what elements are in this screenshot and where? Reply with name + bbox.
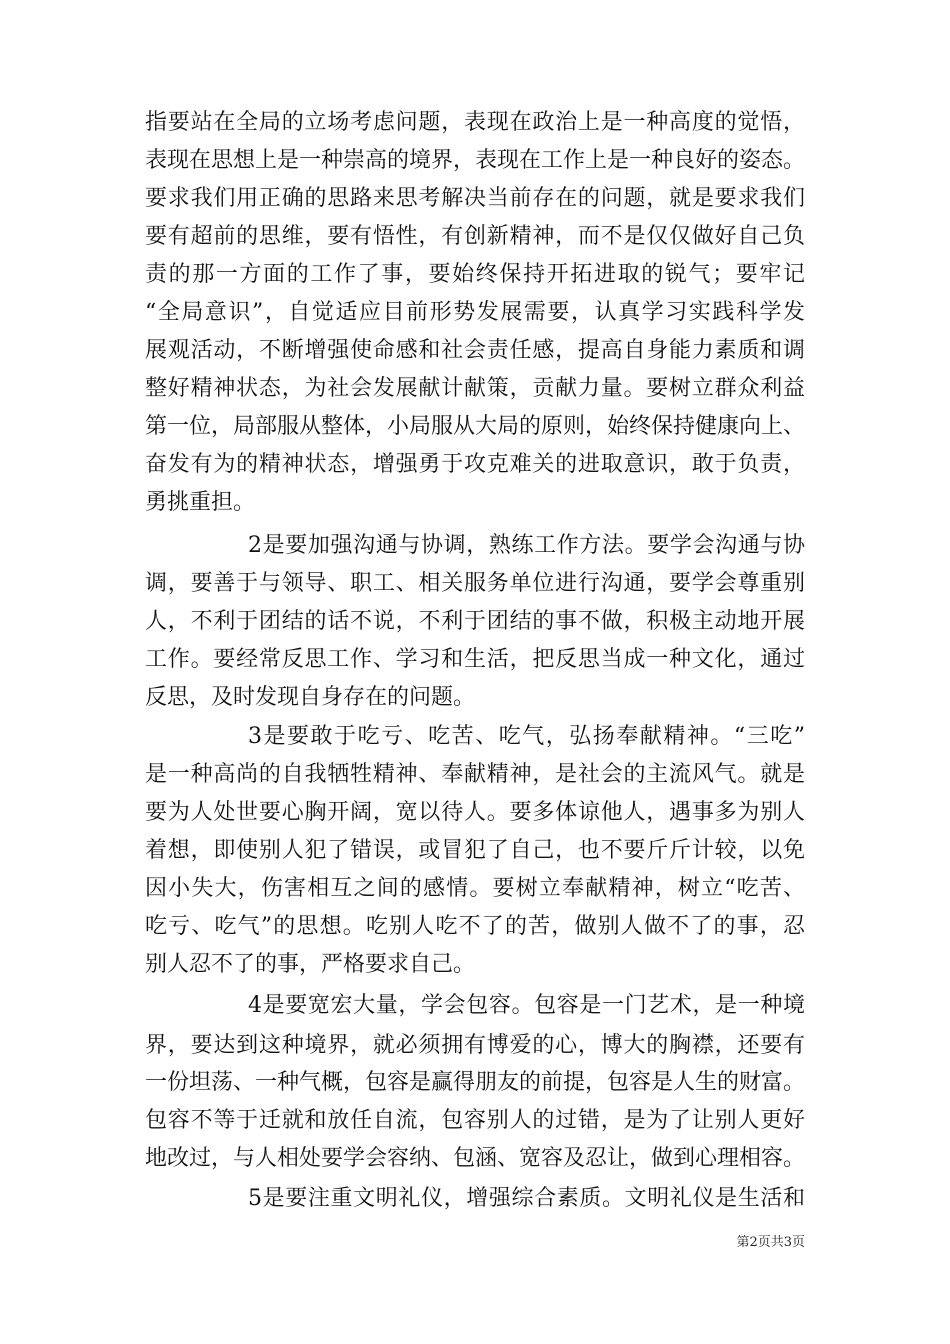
paragraph-start-line: 3是要敢于吃亏、吃苦、吃气，弘扬奉献精神。“三吃” xyxy=(248,724,805,749)
page-number-footer: 第2页共3页 xyxy=(736,1235,805,1250)
text-line: 要有超前的思维，要有悟性，有创新精神，而不是仅仅做好自己负 xyxy=(145,224,805,249)
text-line: 调，要善于与领导、职工、相关服务单位进行沟通，要学会尊重别 xyxy=(145,571,805,596)
text-line: 吃亏、吃气”的思想。吃别人吃不了的苦，做别人做不了的事，忍 xyxy=(145,914,805,939)
text-line: 第一位，局部服从整体，小局服从大局的原则，始终保持健康向上、 xyxy=(145,414,805,439)
text-line: 因小失大，伤害相互之间的感情。要树立奉献精神，树立“吃苦、 xyxy=(145,876,805,901)
text-line: 是一种高尚的自我牺牲精神、奉献精神，是社会的主流风气。就是 xyxy=(145,762,805,787)
text-line: 奋发有为的精神状态，增强勇于攻克难关的进取意识，敢于负责， xyxy=(145,452,805,477)
text-line: 着想，即使别人犯了错误，或冒犯了自己，也不要斤斤计较，以免 xyxy=(145,838,805,863)
paragraph-start-line: 4是要宽宏大量，学会包容。包容是一门艺术，是一种境 xyxy=(248,993,805,1018)
text-line: 界，要达到这种境界，就必须拥有博爱的心，博大的胸襟，还要有 xyxy=(145,1033,805,1058)
text-line: 包容不等于迁就和放任自流，包容别人的过错，是为了让别人更好 xyxy=(145,1108,805,1133)
text-line: 要求我们用正确的思路来思考解决当前存在的问题，就是要求我们 xyxy=(145,186,805,211)
text-line: 人，不利于团结的话不说，不利于团结的事不做，积极主动地开展 xyxy=(145,609,805,634)
text-line: 责的那一方面的工作了事，要始终保持开拓进取的锐气；要牢记 xyxy=(145,262,805,287)
text-line: 表现在思想上是一种崇高的境界，表现在工作上是一种良好的姿态。 xyxy=(145,148,805,173)
text-line: 工作。要经常反思工作、学习和生活，把反思当成一种文化，通过 xyxy=(145,647,805,672)
text-line: 勇挑重担。 xyxy=(145,490,256,515)
text-line: 展观活动，不断增强使命感和社会责任感，提高自身能力素质和调 xyxy=(145,338,805,363)
text-line: 要为人处世要心胸开阔，宽以待人。要多体谅他人，遇事多为别人 xyxy=(145,800,805,825)
text-line: 反思，及时发现自身存在的问题。 xyxy=(145,685,476,710)
text-line: 地改过，与人相处要学会容纳、包涵、宽容及忍让，做到心理相容。 xyxy=(145,1146,805,1171)
text-line: 一份坦荡、一种气概，包容是赢得朋友的前提，包容是人生的财富。 xyxy=(145,1070,805,1095)
text-line: 别人忍不了的事，严格要求自己。 xyxy=(145,952,476,977)
paragraph-start-line: 5是要注重文明礼仪，增强综合素质。文明礼仪是生活和 xyxy=(248,1186,805,1211)
text-line: 指要站在全局的立场考虑问题，表现在政治上是一种高度的觉悟， xyxy=(145,110,805,135)
paragraph-start-line: 2是要加强沟通与协调，熟练工作方法。要学会沟通与协 xyxy=(248,533,805,558)
text-line: 整好精神状态，为社会发展献计献策，贡献力量。要树立群众利益 xyxy=(145,376,805,401)
text-line: “全局意识”，自觉适应目前形势发展需要，认真学习实践科学发 xyxy=(145,300,805,325)
